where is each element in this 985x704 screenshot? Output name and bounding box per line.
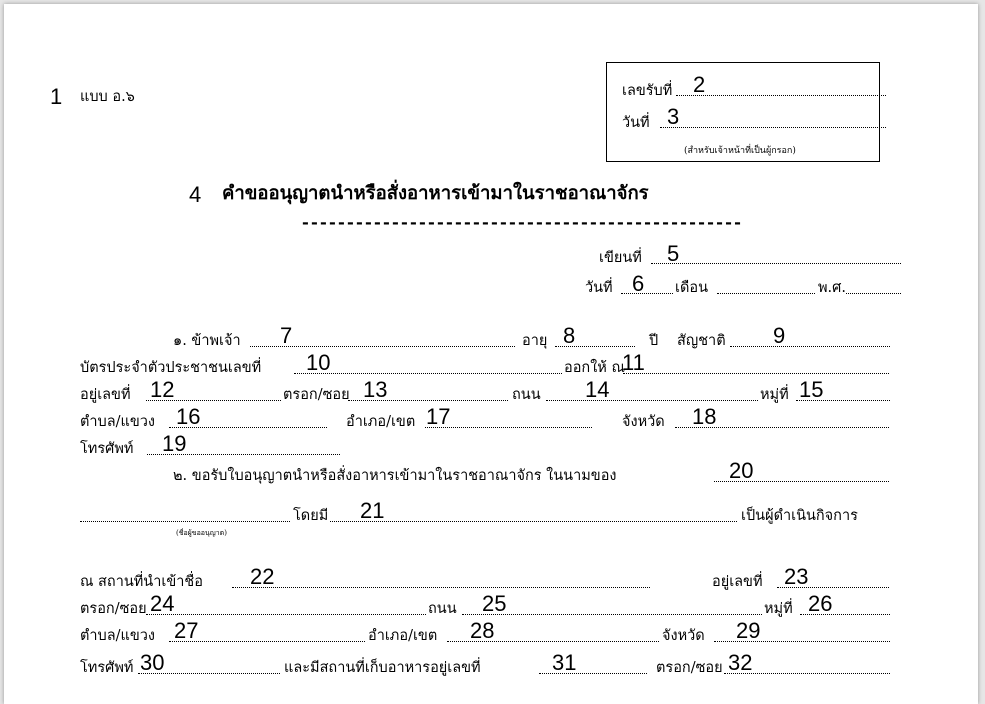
place-district-label: อำเภอ/เขต bbox=[368, 628, 438, 644]
place-soi-line[interactable] bbox=[146, 614, 426, 615]
field-marker-28: 28 bbox=[470, 618, 495, 643]
field-marker-18: 18 bbox=[692, 404, 717, 429]
field-marker-4: 4 bbox=[189, 182, 202, 207]
field-marker-5: 5 bbox=[667, 241, 680, 266]
field-marker-6: 6 bbox=[632, 271, 645, 296]
field-marker-8: 8 bbox=[563, 323, 576, 348]
field-marker-16: 16 bbox=[176, 404, 201, 429]
form-code: แบบ อ.๖ bbox=[80, 89, 135, 105]
written-at-label: เขียนที่ bbox=[599, 250, 642, 266]
subdistrict-label: ตำบล/แขวง bbox=[80, 414, 156, 430]
field-marker-15: 15 bbox=[799, 377, 824, 402]
written-at-line[interactable] bbox=[651, 263, 901, 264]
office-use-note: (สำหรับเจ้าหน้าที่เป็นผู้กรอก) bbox=[684, 146, 796, 156]
title-underline: ------------------------------------------------- bbox=[300, 214, 742, 234]
issued-at-line[interactable] bbox=[623, 373, 889, 374]
date-day-line[interactable] bbox=[621, 293, 673, 294]
field-marker-11: 11 bbox=[622, 350, 645, 375]
province-label: จังหวัด bbox=[622, 414, 665, 430]
id-card-label: บัตรประจำตัวประชาชนเลขที่ bbox=[80, 360, 262, 376]
field-marker-7: 7 bbox=[280, 323, 293, 348]
field-marker-1: 1 bbox=[50, 84, 63, 109]
date-year-line[interactable] bbox=[846, 293, 901, 294]
field-marker-27: 27 bbox=[174, 618, 199, 643]
date-day-label: วันที่ bbox=[585, 280, 613, 296]
field-marker-13: 13 bbox=[363, 377, 388, 402]
applicant-label: ๑. ข้าพเจ้า bbox=[173, 333, 241, 349]
date-month-line[interactable] bbox=[717, 293, 815, 294]
field-marker-10: 10 bbox=[306, 350, 331, 375]
field-marker-24: 24 bbox=[150, 591, 175, 616]
phone-label: โทรศัพท์ bbox=[80, 441, 134, 457]
field-marker-25: 25 bbox=[482, 591, 507, 616]
age-label: อายุ bbox=[522, 333, 548, 349]
id-card-line[interactable] bbox=[294, 373, 562, 374]
field-marker-3: 3 bbox=[667, 104, 680, 129]
field-marker-29: 29 bbox=[736, 618, 761, 643]
field-marker-17: 17 bbox=[426, 404, 451, 429]
nationality-label: สัญชาติ bbox=[677, 333, 726, 349]
field-marker-31: 31 bbox=[552, 650, 577, 675]
licensee-note: (ชื่อผู้ขออนุญาต) bbox=[176, 529, 227, 537]
place-province-label: จังหวัด bbox=[662, 628, 705, 644]
date-month-label: เดือน bbox=[675, 280, 708, 296]
field-marker-9: 9 bbox=[773, 323, 786, 348]
district-label: อำเภอ/เขต bbox=[346, 414, 416, 430]
office-date-label: วันที่ bbox=[622, 115, 650, 131]
house-no-label: อยู่เลขที่ bbox=[80, 387, 131, 403]
field-marker-2: 2 bbox=[693, 72, 706, 97]
receipt-no-label: เลขรับที่ bbox=[622, 83, 673, 99]
moo-label: หมู่ที่ bbox=[760, 387, 789, 403]
operator-name-line[interactable] bbox=[330, 521, 737, 522]
field-marker-22: 22 bbox=[250, 564, 275, 589]
place-subdistrict-label: ตำบล/แขวง bbox=[80, 628, 156, 644]
request-label: ๒. ขอรับใบอนุญาตนำหรือสั่งอาหารเข้ามาในราชอาณาจักร ในนามของ bbox=[173, 468, 617, 484]
place-house-no-label: อยู่เลขที่ bbox=[712, 574, 763, 590]
field-marker-30: 30 bbox=[140, 650, 165, 675]
import-place-line[interactable] bbox=[232, 587, 650, 588]
field-marker-23: 23 bbox=[784, 564, 809, 589]
field-marker-21: 21 bbox=[360, 498, 385, 523]
nationality-line[interactable] bbox=[730, 346, 890, 347]
office-date-line[interactable] bbox=[660, 127, 886, 128]
operator-label: เป็นผู้ดำเนินกิจการ bbox=[741, 508, 858, 524]
place-road-line[interactable] bbox=[462, 614, 762, 615]
soi-label: ตรอก/ซอย bbox=[283, 387, 350, 403]
place-road-label: ถนน bbox=[428, 601, 457, 617]
field-marker-14: 14 bbox=[585, 377, 610, 402]
has-label: โดยมี bbox=[293, 508, 329, 524]
place-soi-label: ตรอก/ซอย bbox=[80, 601, 147, 617]
road-label: ถนน bbox=[512, 387, 541, 403]
date-year-label: พ.ศ. bbox=[818, 280, 846, 296]
years-label: ปี bbox=[649, 333, 659, 349]
field-marker-26: 26 bbox=[808, 591, 833, 616]
place-moo-label: หมู่ที่ bbox=[764, 601, 793, 617]
field-marker-32: 32 bbox=[728, 650, 753, 675]
storage-soi-label: ตรอก/ซอย bbox=[656, 660, 723, 676]
receipt-no-line[interactable] bbox=[676, 95, 886, 96]
place-phone-label: โทรศัพท์ bbox=[80, 660, 134, 676]
road-line[interactable] bbox=[546, 400, 758, 401]
form-title: คำขออนุญาตนำหรือสั่งอาหารเข้ามาในราชอาณาจักร bbox=[222, 183, 649, 204]
field-marker-12: 12 bbox=[150, 377, 175, 402]
storage-label: และมีสถานที่เก็บอาหารอยู่เลขที่ bbox=[284, 660, 481, 676]
field-marker-19: 19 bbox=[162, 431, 187, 456]
issued-at-label: ออกให้ ณ bbox=[564, 360, 625, 376]
import-place-label: ณ สถานที่นำเข้าชื่อ bbox=[80, 574, 203, 590]
licensee-name-line-2[interactable] bbox=[80, 521, 290, 522]
field-marker-20: 20 bbox=[729, 458, 754, 483]
